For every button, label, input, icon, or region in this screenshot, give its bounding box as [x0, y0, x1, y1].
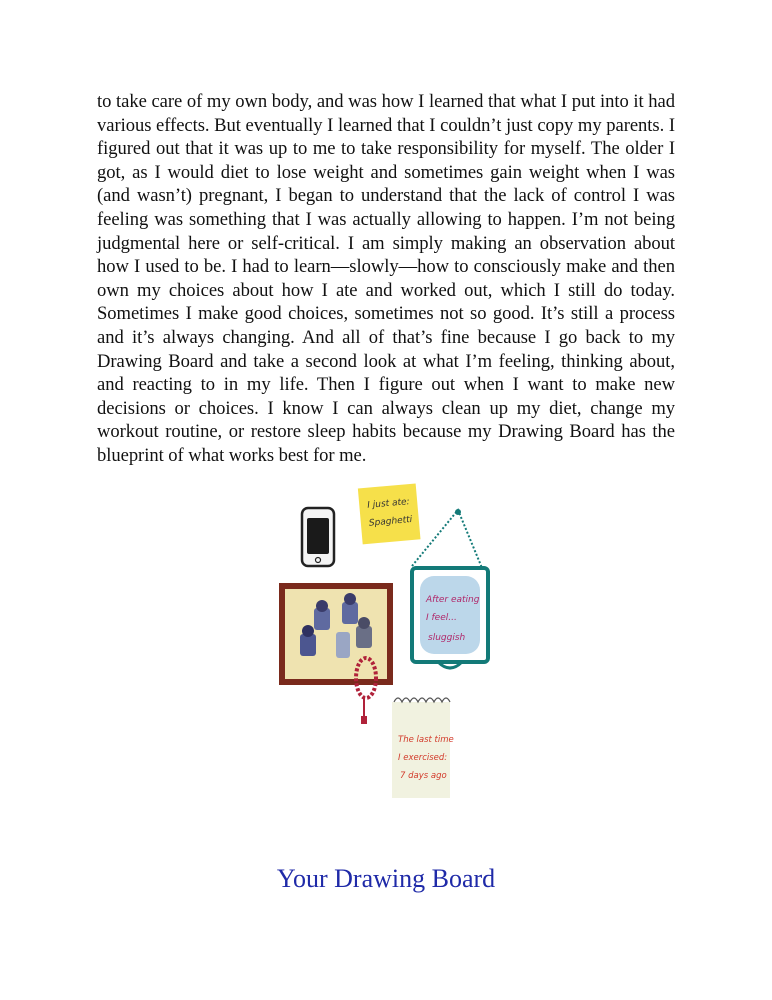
- hanging-mirror: [412, 509, 488, 668]
- figure-caption: Your Drawing Board: [276, 864, 496, 893]
- body-paragraph: to take care of my own body, and was how I learned that what I put into it had various effects. But eventually I learned that I couldn’t just copy my parents. I figured out that it was up to me to take responsibility for myself. The older I got, as I would diet to lose weight and sometimes gain weight when I was (and wasn’t) pregnant, I began to understand that the lack of control I was feeling was something that I was actually allowing to happen. I’m not being judgmental here or self-critical. I am simply making an observation about how I used to be. I had to learn—slowly—how to consciously make and then own my choices about how I ate and worked out, which I still do today. Sometimes I make good choices, sometimes not so good. It’s still a process and it’s always changing. And all of that’s fine because I go back to my Drawing Board and take a second look at what I’m feeling, thinking about, and reacting to in my life. Then I figure out when I want to make new decisions or choices. I know I can always clean up my diet, change my workout routine, or restore sleep habits because my Drawing Board has the blueprint of what works best for me.: [97, 91, 675, 466]
- spiral-notepad: [392, 698, 454, 798]
- mirror-note-line-3: sluggish: [428, 633, 466, 643]
- mirror-note-line-2: I feel...: [426, 613, 457, 623]
- notepad-note-line-3: 7 days ago: [400, 771, 447, 781]
- sticky-note: [358, 483, 421, 544]
- sticky-note-line-1: I just ate:: [366, 497, 411, 511]
- notepad-note-line-1: The last time: [398, 735, 454, 745]
- mirror-note-line-1: After eating: [426, 595, 480, 605]
- notepad-note-line-2: I exercised:: [398, 753, 448, 763]
- sticky-note-line-2: Spaghetti: [368, 514, 413, 529]
- drawing-board-illustration: [270, 478, 500, 808]
- smartphone-icon: [302, 508, 334, 566]
